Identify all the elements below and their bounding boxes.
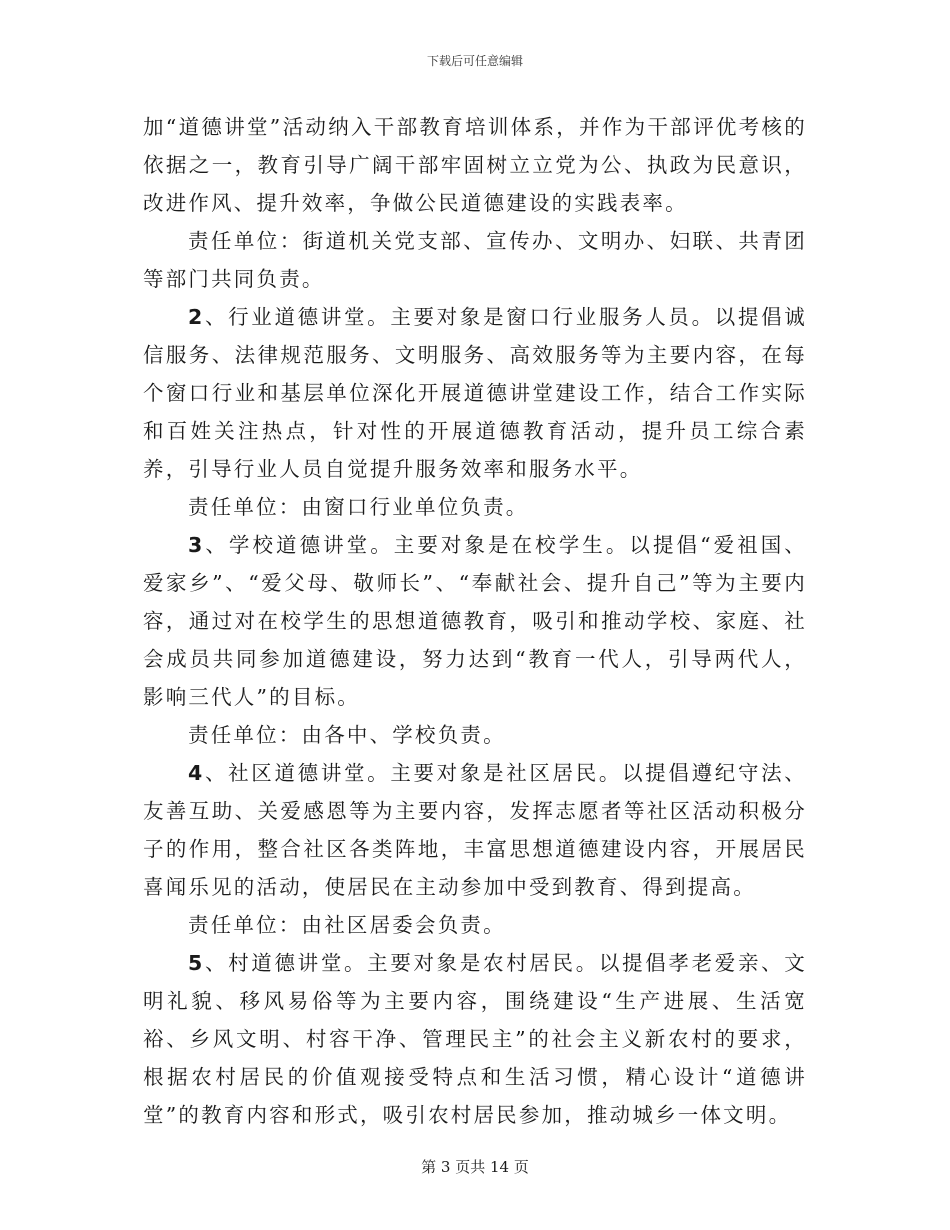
item-number: 2 [188, 305, 205, 329]
paragraph-text: 责任单位：由各中、学校负责。 [188, 723, 506, 747]
paragraph-text: 责任单位：由社区居委会负责。 [188, 913, 506, 937]
paragraph-community-lecture [143, 754, 807, 906]
item-number: 4 [188, 761, 205, 785]
item-number: 3 [188, 533, 205, 557]
item-number: 5 [188, 951, 205, 975]
paragraph-responsibility [143, 222, 807, 298]
paragraph-continuation [143, 108, 807, 222]
document-body [143, 108, 807, 1134]
paragraph-responsibility [143, 906, 807, 944]
paragraph-text: 、社区道德讲堂。主要对象是社区居民。以提倡遵纪守法、友善互助、关爱感恩等为主要内容，发挥志愿者等社区活动积极分子的作用，整合社区各类阵地，丰富思想道德建设内容，开展居民喜闻乐见的活动，使居民在主动参加中受到教育、得到提高。 [143, 761, 807, 899]
paragraph-industry-lecture [143, 298, 807, 488]
paragraph-responsibility [143, 716, 807, 754]
paragraph-responsibility [143, 488, 807, 526]
page-number: 第 3 页共 14 页 [421, 1158, 529, 1176]
paragraph-school-lecture [143, 526, 807, 716]
paragraph-village-lecture [143, 944, 807, 1134]
paragraph-text: 责任单位：由窗口行业单位负责。 [188, 495, 529, 519]
paragraph-text: 、行业道德讲堂。主要对象是窗口行业服务人员。以提倡诚信服务、法律规范服务、文明服务、高效服务等为主要内容，在每个窗口行业和基层单位深化开展道德讲堂建设工作，结合工作实际和百姓关注热点，针对性的开展道德教育活动，提升员工综合素养，引导行业人员自觉提升服务效率和服务水平。 [143, 305, 807, 481]
paragraph-text: 、村道德讲堂。主要对象是农村居民。以提倡孝老爱亲、文明礼貌、移风易俗等为主要内容，围绕建设“生产进展、生活宽裕、乡风文明、村容干净、管理民主”的社会主义新农村的要求，根据农村居民的价值观接受特点和生活习惯，精心设计“道德讲堂”的教育内容和形式，吸引农村居民参加，推动城乡一体文明。 [143, 951, 807, 1127]
page-header: 下载后可任意编辑 [426, 54, 523, 68]
paragraph-text: 责任单位：街道机关党支部、宣传办、文明办、妇联、共青团等部门共同负责。 [143, 229, 807, 291]
paragraph-text: 加“道德讲堂”活动纳入干部教育培训体系，并作为干部评优考核的依据之一，教育引导广阔干部牢固树立立党为公、执政为民意识，改进作风、提升效率，争做公民道德建设的实践表率。 [143, 115, 807, 215]
paragraph-text: 、学校道德讲堂。主要对象是在校学生。以提倡“爱祖国、爱家乡”、“爱父母、敬师长”、“奉献社会、提升自己”等为主要内容，通过对在校学生的思想道德教育，吸引和推动学校、家庭、社会成员共同参加道德建设，努力达到“教育一代人，引导两代人，影响三代人”的目标。 [143, 533, 807, 709]
